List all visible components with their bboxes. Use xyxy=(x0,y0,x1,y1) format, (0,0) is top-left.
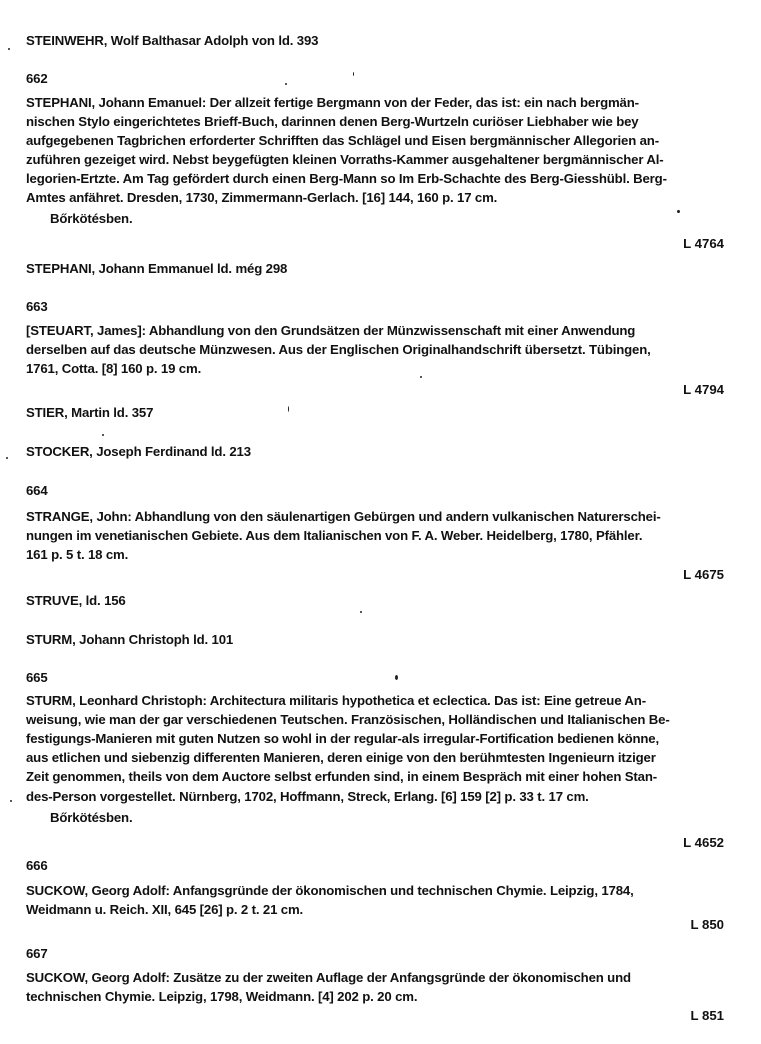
entry-662-note: Bőrkötésben. xyxy=(50,211,133,226)
scan-speck xyxy=(353,72,354,76)
entry-665-note: Bőrkötésben. xyxy=(50,810,133,825)
entry-662-signature: L 4764 xyxy=(683,236,724,251)
entry-665-line-3: festigungs-Manieren mit guten Nutzen so wohl in der regular-als irregular-Fortification bedienen könne, xyxy=(26,731,660,746)
entry-number-667: 667 xyxy=(26,946,48,961)
entry-665-line-1: STURM, Leonhard Christoph: Architectura militaris hypothetica et eclectica. Das ist: Eine getreue An- xyxy=(26,693,646,708)
scan-speck xyxy=(8,48,10,50)
entry-665-line-6: des-Person vorgestellet. Nürnberg, 1702, Hoffmann, Streck, Erlang. [6] 159 [2] p. 33 t. 17 cm. xyxy=(26,789,589,804)
entry-662-line-1: STEPHANI, Johann Emanuel: Der allzeit fertige Bergmann von der Feder, das ist: ein nach bergmän- xyxy=(26,95,639,110)
entry-665-signature: L 4652 xyxy=(683,835,724,850)
entry-number-666: 666 xyxy=(26,858,48,873)
entry-sturm-johann-crossref: STURM, Johann Christoph ld. 101 xyxy=(26,632,234,647)
entry-663-line-2: derselben auf das deutsche Münzwesen. Aus der Englischen Originalhandschrift übersetzt. Tübingen, xyxy=(26,342,651,357)
entry-665-line-2: weisung, wie man der gar verschiedenen Teutschen. Französischen, Holländischen und Italianischen Be- xyxy=(26,712,670,727)
entry-664-line-1: STRANGE, John: Abhandlung von den säulenartigen Gebürgen und andern vulkanischen Naturerschei- xyxy=(26,509,661,524)
entry-662-line-4: zuführen gezeiget wird. Nebst beygefügten kleinen Vorraths-Kammer ausgehaltener bergmännischer Al- xyxy=(26,152,664,167)
scan-speck xyxy=(285,83,287,85)
entry-steinwehr-crossref: STEINWEHR, Wolf Balthasar Adolph von ld. 393 xyxy=(26,33,319,48)
entry-664-line-3: 161 p. 5 t. 18 cm. xyxy=(26,547,129,562)
entry-667-line-1: SUCKOW, Georg Adolf: Zusätze zu der zweiten Auflage der Anfangsgründe der ökonomischen und xyxy=(26,970,631,985)
entry-662-line-5: legorien-Ertzte. Am Tag gefördert durch einen Berg-Mann so Im Erb-Schachte des Berg-Giesshübl. Berg- xyxy=(26,171,667,186)
entry-662-line-3: aufgegebenen Tagbrichen erforderter Schrifften das Schlägel und Eisen bergmännischer Allegorien an- xyxy=(26,133,659,148)
entry-664-signature: L 4675 xyxy=(683,567,724,582)
scan-speck xyxy=(6,457,8,459)
entry-number-664: 664 xyxy=(26,483,48,498)
scan-speck xyxy=(677,210,680,213)
entry-663-line-3: 1761, Cotta. [8] 160 p. 19 cm. xyxy=(26,361,202,376)
scan-speck xyxy=(288,406,289,412)
entry-stocker-crossref: STOCKER, Joseph Ferdinand ld. 213 xyxy=(26,444,251,459)
entry-number-663: 663 xyxy=(26,299,48,314)
entry-number-662: 662 xyxy=(26,71,48,86)
entry-663-signature: L 4794 xyxy=(683,382,724,397)
entry-665-line-4: aus etlichen und siebenzig differenten Manieren, deren einige von den berühmtesten Ingenieurn itziger xyxy=(26,750,656,765)
entry-667-line-2: technischen Chymie. Leipzig, 1798, Weidmann. [4] 202 p. 20 cm. xyxy=(26,989,418,1004)
entry-662-line-2: nischen Stylo eingerichtetes Brieff-Buch, darinnen denen Berg-Wurtzeln curiöser Liebhaber wie bey xyxy=(26,114,639,129)
scan-speck xyxy=(360,611,362,613)
entry-665-line-5: Zeit genommen, theils von dem Auctore selbst erfunden sind, in einem Bespräch mit einer hohen Stan- xyxy=(26,769,657,784)
entry-666-signature: L 850 xyxy=(690,917,724,932)
entry-number-665: 665 xyxy=(26,670,48,685)
entry-664-line-2: nungen im venetianischen Gebiete. Aus dem Italianischen von F. A. Weber. Heidelberg, 1780, Pfähler. xyxy=(26,528,643,543)
entry-stier-crossref: STIER, Martin ld. 357 xyxy=(26,405,154,420)
entry-662-line-6: Amtes anfähret. Dresden, 1730, Zimmermann-Gerlach. [16] 144, 160 p. 17 cm. xyxy=(26,190,498,205)
scan-speck xyxy=(10,800,12,802)
entry-666-line-1: SUCKOW, Georg Adolf: Anfangsgründe der ökonomischen und technischen Chymie. Leipzig, 1784, xyxy=(26,883,634,898)
entry-663-line-1: [STEUART, James]: Abhandlung von den Grundsätzen der Münzwissenschaft mit einer Anwendung xyxy=(26,323,636,338)
entry-666-line-2: Weidmann u. Reich. XII, 645 [26] p. 2 t. 21 cm. xyxy=(26,902,304,917)
scan-speck xyxy=(395,675,398,680)
scan-speck xyxy=(102,434,104,436)
entry-667-signature: L 851 xyxy=(690,1008,724,1023)
scan-speck xyxy=(420,376,422,378)
entry-struve-crossref: STRUVE, ld. 156 xyxy=(26,593,126,608)
entry-stephani-crossref: STEPHANI, Johann Emmanuel ld. még 298 xyxy=(26,261,288,276)
